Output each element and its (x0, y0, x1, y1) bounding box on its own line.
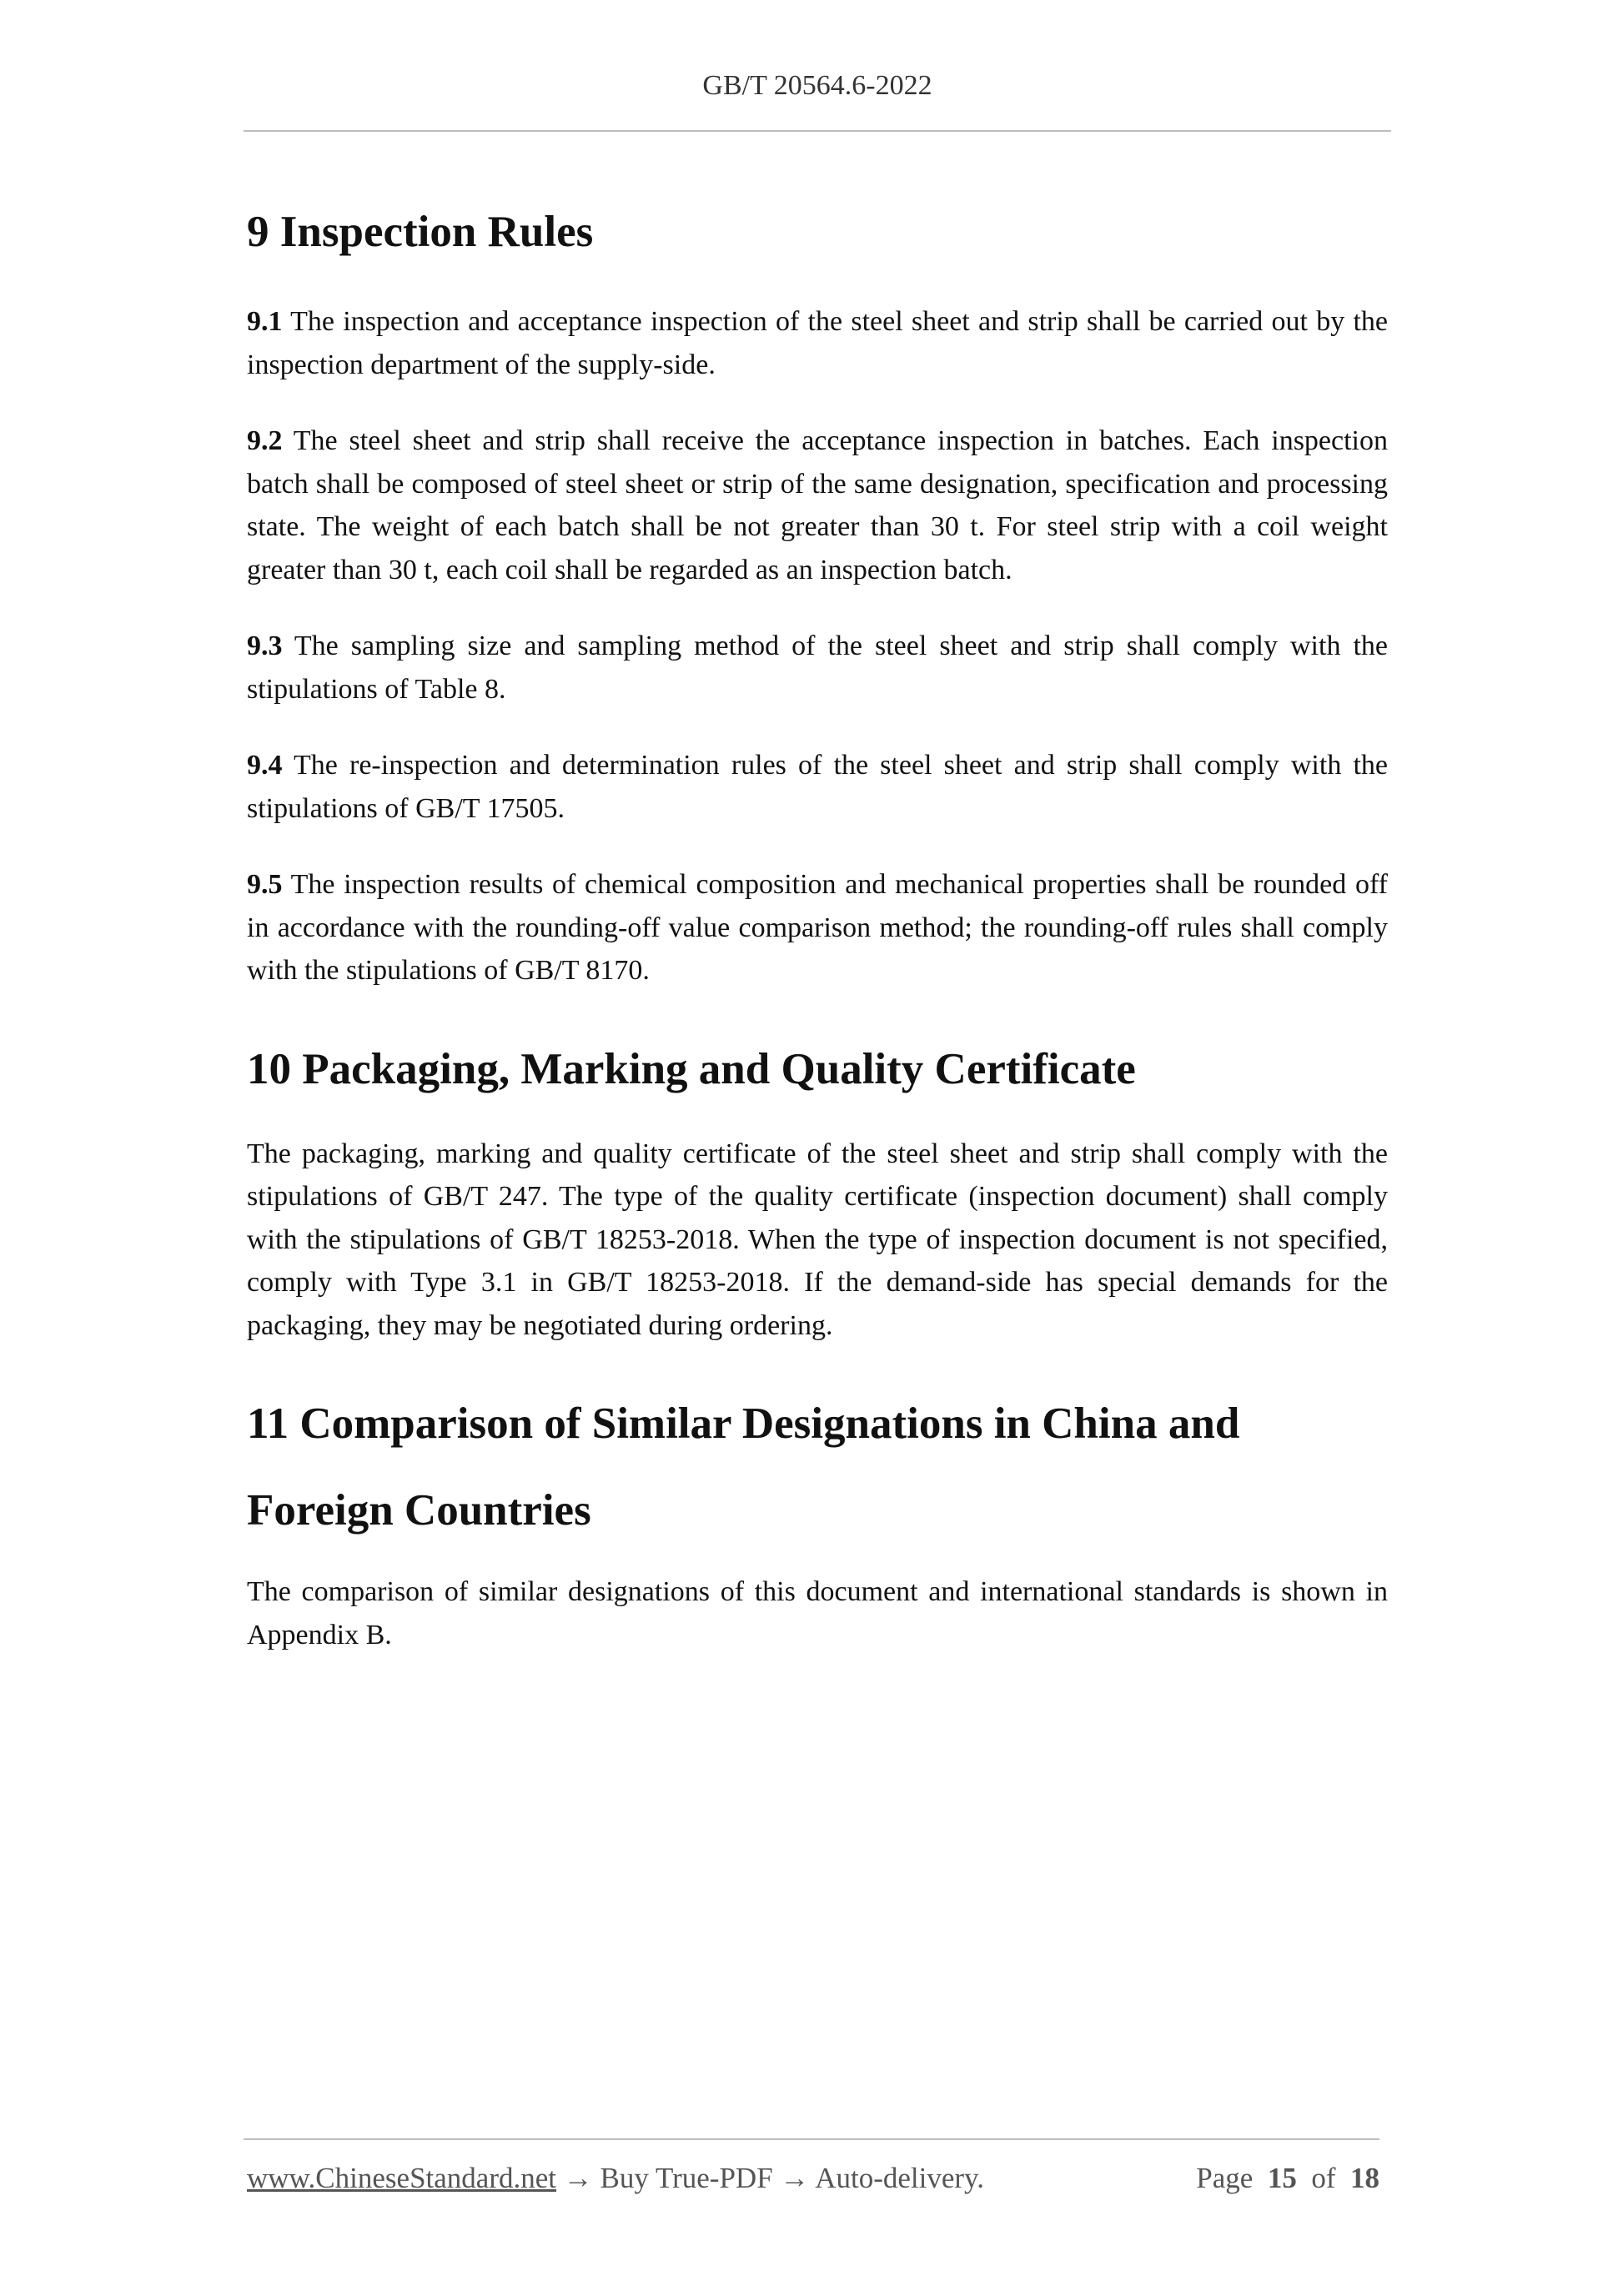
clause-number: 9.3 (247, 631, 283, 661)
clause-text: The inspection and acceptance inspection of the steel sheet and strip shall be carried out by the inspection department of the supply-side. (247, 306, 1388, 380)
section-11-body: The comparison of similar designations of this document and international standards is shown in Appendix B. (247, 1576, 1388, 1650)
clause-number: 9.2 (247, 425, 283, 456)
clause-text: The sampling size and sampling method of the steel sheet and strip shall comply with the stipulations of Table 8. (247, 631, 1388, 705)
clause-number: 9.5 (247, 869, 283, 900)
page-current: 15 (1267, 2162, 1297, 2194)
page-total: 18 (1350, 2162, 1379, 2194)
footer-left (247, 2162, 984, 2195)
clause-number: 9.1 (247, 306, 283, 337)
clause-9-4 (247, 744, 1388, 830)
section-11-heading: 11 Comparison of Similar Designations in China and Foreign Countries (247, 1399, 1240, 1535)
clause-9-5 (247, 863, 1388, 992)
section-9-heading: 9 Inspection Rules (247, 208, 594, 256)
page-word: Page (1196, 2162, 1254, 2194)
footer-tagline: → Buy True-PDF → Auto-delivery. (556, 2162, 985, 2194)
footer-divider (244, 2138, 1379, 2140)
document-header: GB/T 20564.6-2022 (702, 70, 932, 101)
page-indicator (1196, 2162, 1379, 2195)
clause-number: 9.4 (247, 750, 283, 781)
section-10-heading: 10 Packaging, Marking and Quality Certificate (247, 1044, 1136, 1093)
section-10-body: The packaging, marking and quality certificate of the steel sheet and strip shall comply with the stipulations of GB/T 247. The type of the quality certificate (inspection document) shall comply with the stipulations of GB/T 18253-2018. When the type of inspection document is not specified, comply with Type 3.1 in GB/T 18253-2018. If the demand-side has special demands for the packaging, they may be negotiated during ordering. (247, 1138, 1388, 1341)
website-link[interactable]: www.ChineseStandard.net (247, 2162, 556, 2194)
of-word: of (1311, 2162, 1336, 2194)
clause-9-3 (247, 625, 1388, 711)
clause-text: The inspection results of chemical composition and mechanical properties shall be rounded off in accordance with the rounding-off value comparison method; the rounding-off rules shall comply with the stipulations of GB/T 8170. (247, 869, 1388, 986)
clause-text: The re-inspection and determination rules of the steel sheet and strip shall comply with the stipulations of GB/T 17505. (247, 750, 1388, 824)
clause-9-1 (247, 300, 1388, 386)
clause-text: The steel sheet and strip shall receive the acceptance inspection in batches. Each inspection batch shall be composed of steel sheet or strip of the same designation, specification and processing state. The weight of each batch shall be not greater than 30 t. For steel strip with a coil weight greater than 30 t, each coil shall be regarded as an inspection batch. (247, 425, 1388, 585)
page-content (247, 188, 1388, 1690)
header-divider (244, 130, 1391, 132)
clause-9-2 (247, 420, 1388, 591)
